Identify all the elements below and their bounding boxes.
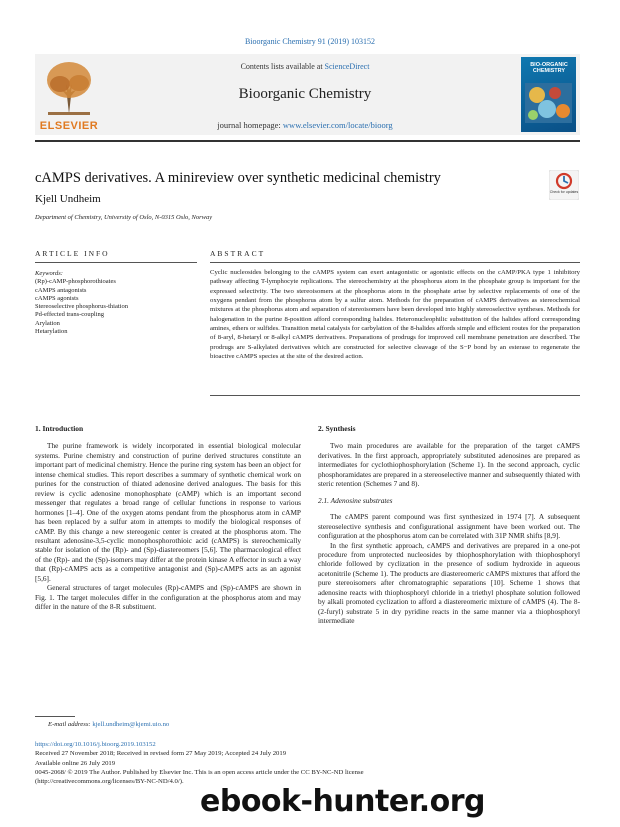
keyword: Arylation: [35, 319, 60, 327]
watermark-text: ebook-hunter.org: [200, 784, 485, 819]
contents-prefix: Contents lists available at: [240, 62, 325, 71]
keywords-list: [35, 270, 200, 336]
adenosine-substrates-heading: 2.1. Adenosine substrates: [318, 495, 393, 505]
publisher-name: ELSEVIER: [39, 120, 99, 132]
license-text: 0045-2068/ © 2019 The Author. Published by Elsevier Inc. This is an open access article under the CC BY-NC-ND license: [35, 768, 364, 776]
keyword: cAMPS agonists: [35, 294, 79, 302]
abstract-text: Cyclic nucleosides belonging to the cAMPS system can exert antagonistic or agonistic effects on the cAMP/PKA type 1 inhibitory pathway affecting T-lymphocyte replications. The stereochemistry at the phosphorus atom in the phosphate group is important for the expressed selectivity. The two stereoisomers at the phosphorus atom in the phosphate arise by selective replacements of one of the oxygens pendant from the phosphorus atom by a sulfur atom. Methods for the preparation of cAMPS derivatives as stereochemical mixtures at the phosphorus atom and separation of stereoisomers have been developed into highly stereoselective syntheses. Methods for halogenation in the purine 8-position afford corresponding halides. Heteronucleophilic substitution of the halides afford corresponding amines, ethers or sulfides. Transition metal catalysis for carbylation of the 8-halides affords simple and efficient routes for the preparation of 8-aryl, 8-hetaryl or 8-alkyl cAMPS derivatives. Preparations of prodrugs for improved cell membrane penetration are described. The prodrugs are S-alkylated derivatives which are constructed for selective cleavage of the S−P bond by an esterase to regenerate the bioactive cAMPS species at the site of the desired action.: [210, 269, 580, 361]
abstract-rule: [210, 262, 580, 263]
check-updates-label: Check for updates: [549, 190, 579, 194]
journal-title: Bioorganic Chemistry: [238, 86, 372, 102]
author-name: Kjell Undheim: [35, 193, 101, 205]
header-rule: [35, 140, 580, 142]
cover-title: BIO-ORGANIC CHEMISTRY: [530, 62, 568, 74]
sciencedirect-link[interactable]: ScienceDirect: [324, 62, 370, 71]
abstract-heading: ABSTRACT: [210, 249, 266, 258]
keyword: Pd-effected trans-coupling: [35, 311, 105, 319]
body-left-column: [35, 424, 301, 612]
check-for-updates-icon[interactable]: [549, 170, 579, 200]
publication-footer: [35, 740, 580, 786]
adenosine-paragraph: In the first synthetic approach, cAMPS and derivatives are prepared in a one-pot procedure from unprotected nucleosides by thiophosphorylation with thiophosphoryl chloride followed by cyclization in the presence of sodium hydroxide in aqueous acetonitrile (Scheme 1). The products are diastereomeric cAMPS mixtures that afford the pure stereoisomers after chromatographic separations [10]. Scheme 1 shows that adenosine reacts with thiophosphoryl chloride in a triethyl phosphate solution followed by alkali promoted cyclization to afford a diastereomeric mixture of cAMPS (4). The 8-(2-furyl) substrate 5 in dry pyridine reacts in the same manner via a thiophosphoryl intermediate: [318, 540, 580, 626]
keyword: Stereoselective phosphorus-thiation: [35, 303, 128, 311]
contents-line: [120, 62, 490, 71]
abstract-bottom-rule: [210, 395, 580, 396]
journal-reference[interactable]: Bioorganic Chemistry 91 (2019) 103152: [244, 37, 376, 46]
email-label: E-mail address:: [48, 721, 93, 728]
keyword: Hetarylation: [35, 328, 68, 336]
license-url[interactable]: (http://creativecommons.org/licenses/BY-NC-ND/4.0/).: [35, 778, 184, 786]
synthesis-heading: 2. Synthesis: [318, 424, 356, 433]
body-right-column: [318, 424, 580, 626]
homepage-line: [120, 120, 490, 130]
homepage-link[interactable]: www.elsevier.com/locate/bioorg: [282, 120, 393, 130]
article-info-rule: [35, 262, 197, 263]
online-date: Available online 26 July 2019: [35, 759, 116, 767]
synthesis-paragraph: Two main procedures are available for the preparation of the target cAMPS derivatives. In the first approach, appropriately substituted adenosines are prepared as intermediates for cyclothiophosphorylation (Scheme 1). In the second approach, cyclic phosphoramidates are prepared in a stereoselective manner and subsequently thiated with steric retention (Schemes 7 and 8).: [318, 441, 580, 489]
article-title: cAMPS derivatives. A minireview over synthetic medicinal chemistry: [35, 170, 441, 186]
keyword: (Rp)-cAMP-phosphorothioates: [35, 278, 116, 286]
article-info-heading: ARTICLE INFO: [35, 249, 110, 258]
introduction-paragraph: The purine framework is widely incorporated in essential biological molecular systems. Purine chemistry and construction of purine derived structures constitute an important part of medicinal chemistry. Hence the purine ring system has been an object for intense chemical studies. This report describes a summary of synthetic chemical work on purines for the construction of thiated adenosine derived analogues. The basis for this review is cyclic adenosine monophosphate (cAMP) which is an important second messenger that regulates a broad range of cellular functions in response to various hormones [1–4]. One of the oxygen atoms pendant from the phosphorus atom in cAMP has been replaced by a sulfur atom in attempts to modify the biological responses of cAMP. By this change a new stereogenic center is created at the phosphorus atom. The resultant adenosine-3,5-cyclic monophosphorothioic acid (cAMPS) is stereochemically stable for isolation of the (Rp)- and (Sp)-diastereomers [5,6]. The pharmacological effect of the (Rp)- and the (Sp)-isomers may differ at the protein kinase A effector in such a way that (Rp)-cAMPS acts as a competitive antagonist and (Sp)-cAMPS acts as an agonist [5,6].: [35, 441, 301, 583]
introduction-heading: 1. Introduction: [35, 424, 84, 433]
email-footnote: [48, 721, 169, 728]
introduction-paragraph: General structures of target molecules (Rp)-cAMPS and (Sp)-cAMPS are shown in Fig. 1. The target molecules differ in the configuration at the phosphorus atom and may differ in the nature of the 8-R substituent.: [35, 583, 301, 612]
journal-cover[interactable]: [521, 57, 576, 132]
keyword: cAMPS antagonists: [35, 286, 87, 294]
email-link[interactable]: kjell.undheim@kjemi.uio.no: [92, 721, 170, 728]
homepage-prefix: journal homepage:: [217, 120, 283, 130]
footnote-rule: [35, 716, 75, 717]
keywords-title: Keywords:: [35, 270, 63, 277]
doi-link[interactable]: https://doi.org/10.1016/j.bioorg.2019.103152: [35, 741, 156, 748]
adenosine-paragraph: The cAMPS parent compound was first synthesized in 1974 [7]. A subsequent stereoselective synthesis and configurational assignment have been worked out. The configuration at the phosphorus atom can be correlated with 31P NMR shifts [8,9].: [318, 512, 580, 541]
author-affiliation: Department of Chemistry, University of Oslo, N-0315 Oslo, Norway: [35, 214, 213, 221]
received-dates: Received 27 November 2018; Received in revised form 27 May 2019; Accepted 24 July 2019: [35, 750, 287, 758]
cover-art-image: [525, 83, 572, 123]
